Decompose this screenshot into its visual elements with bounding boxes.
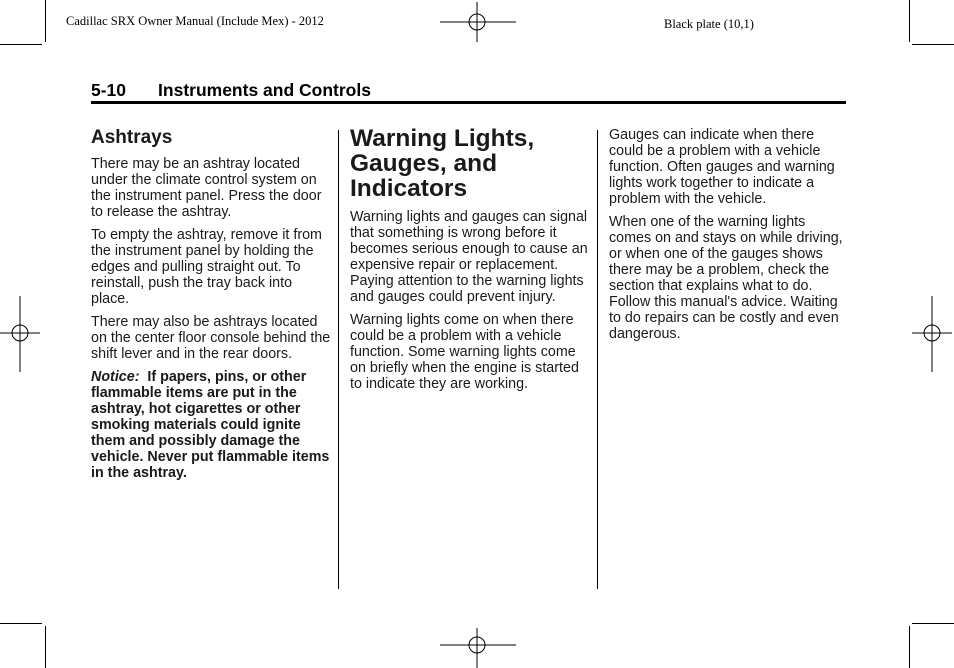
column-ashtrays xyxy=(91,127,331,488)
paragraph: Gauges can indicate when there could be a problem with a vehicle function. Often gauges and warning lights work together to indicate a problem with the vehicle. xyxy=(609,127,835,207)
header-rule xyxy=(91,101,846,104)
registration-mark-top xyxy=(440,2,516,42)
column-divider xyxy=(597,130,598,589)
slug-right: Black plate (10,1) xyxy=(664,17,754,31)
paragraph: When one of the warning lights comes on and stays on while driving, or when one of the gauges shows there may be a problem, check the section that explains what to do. Follow this manual's advice. Waiting to do repairs can be costly and even dangerous. xyxy=(609,214,843,342)
crop-mark xyxy=(912,623,954,624)
column-warning-lights xyxy=(350,126,588,399)
paragraph: To empty the ashtray, remove it from the instrument panel by holding the edges and pulling straight out. To reinstall, push the tray back into place. xyxy=(91,227,322,307)
page-number: 5-10 xyxy=(91,80,127,100)
notice-text: If papers, pins, or other flammable items are put in the ashtray, hot cigarettes or other smoking materials could ignite them and possibly damage the vehicle. Never put flammable items in the ashtray. xyxy=(91,369,330,481)
running-header xyxy=(91,80,371,101)
notice-label: Notice: xyxy=(91,369,140,385)
crop-mark xyxy=(909,626,910,668)
registration-mark-right xyxy=(912,296,952,372)
paragraph: There may also be ashtrays located on the center floor console behind the shift lever and in the rear doors. xyxy=(91,314,331,362)
crop-mark xyxy=(0,623,42,624)
registration-mark-bottom xyxy=(440,628,516,668)
paragraph: Warning lights and gauges can signal that something is wrong before it becomes serious enough to cause an expensive repair or replacement. Paying attention to the warning lights and gauges could prevent injury. xyxy=(350,209,588,305)
crop-mark xyxy=(0,44,42,45)
crop-mark xyxy=(909,0,910,42)
crop-mark xyxy=(912,44,954,45)
notice xyxy=(91,369,331,481)
paragraph: There may be an ashtray located under the climate control system on the instrument panel. Press the door to release the ashtray. xyxy=(91,156,322,220)
paragraph: Warning lights come on when there could be a problem with a vehicle function. Some warning lights come on briefly when the engine is started to indicate they are working. xyxy=(350,312,579,392)
crop-mark xyxy=(45,626,46,668)
registration-mark-left xyxy=(0,296,40,372)
section-title: Instruments and Controls xyxy=(158,80,371,100)
heading-ashtrays: Ashtrays xyxy=(91,127,173,148)
slug-left: Cadillac SRX Owner Manual (Include Mex) - 2012 xyxy=(66,14,324,28)
column-gauges xyxy=(609,127,849,349)
crop-mark xyxy=(45,0,46,42)
heading-warning-lights: Warning Lights, Gauges, and Indicators xyxy=(350,125,535,202)
column-divider xyxy=(338,130,339,589)
